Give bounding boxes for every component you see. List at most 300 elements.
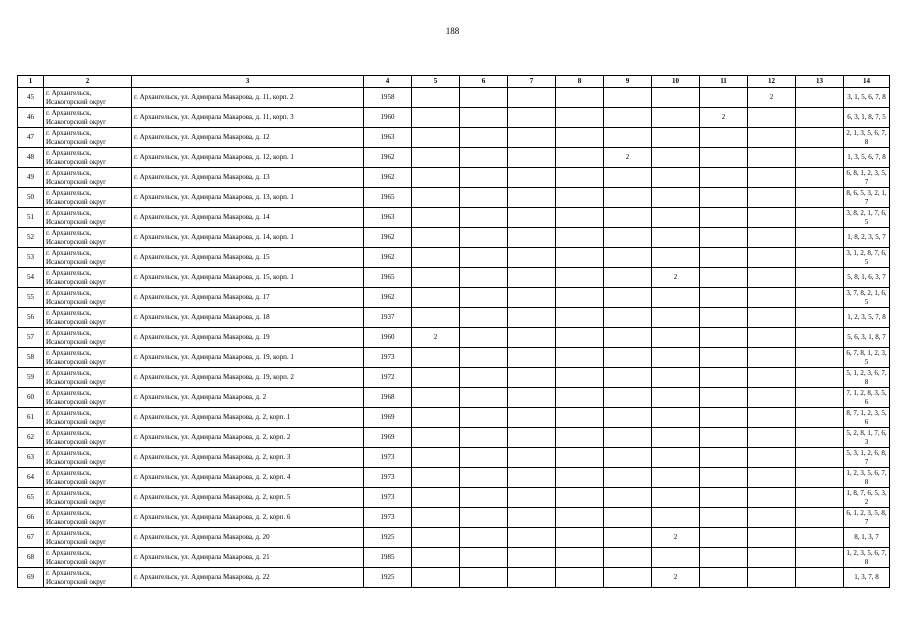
table-row bbox=[18, 348, 890, 368]
column-header-7: 7 bbox=[508, 76, 556, 88]
table-row bbox=[18, 268, 890, 288]
cell-c12 bbox=[748, 508, 796, 528]
cell-num: 55 bbox=[18, 288, 44, 308]
cell-c12 bbox=[748, 308, 796, 328]
cell-district: г. Архангельск, Исакогорский округ bbox=[44, 348, 132, 368]
table-row bbox=[18, 568, 890, 588]
cell-c11 bbox=[700, 128, 748, 148]
cell-c14: 3, 7, 8, 2, 1, 6, 5 bbox=[844, 288, 890, 308]
cell-c5 bbox=[412, 488, 460, 508]
cell-c14: 1, 3, 5, 6, 7, 8 bbox=[844, 148, 890, 168]
cell-c7 bbox=[508, 128, 556, 148]
cell-c7 bbox=[508, 288, 556, 308]
cell-num: 58 bbox=[18, 348, 44, 368]
cell-num: 61 bbox=[18, 408, 44, 428]
column-header-3: 3 bbox=[132, 76, 364, 88]
cell-c6 bbox=[460, 88, 508, 108]
cell-num: 67 bbox=[18, 528, 44, 548]
cell-c13 bbox=[796, 268, 844, 288]
cell-c5 bbox=[412, 108, 460, 128]
cell-address: г. Архангельск, ул. Адмирала Макарова, д. 2, корп. 2 bbox=[132, 428, 364, 448]
cell-c11 bbox=[700, 488, 748, 508]
cell-c6 bbox=[460, 108, 508, 128]
cell-year: 1965 bbox=[364, 268, 412, 288]
cell-c13 bbox=[796, 548, 844, 568]
cell-district: г. Архангельск, Исакогорский округ bbox=[44, 228, 132, 248]
cell-c10 bbox=[652, 508, 700, 528]
cell-c12 bbox=[748, 348, 796, 368]
cell-address: г. Архангельск, ул. Адмирала Макарова, д. 2 bbox=[132, 388, 364, 408]
cell-address: г. Архангельск, ул. Адмирала Макарова, д. 20 bbox=[132, 528, 364, 548]
cell-c9 bbox=[604, 248, 652, 268]
cell-c6 bbox=[460, 208, 508, 228]
cell-c12 bbox=[748, 148, 796, 168]
cell-c5 bbox=[412, 368, 460, 388]
cell-year: 1963 bbox=[364, 128, 412, 148]
cell-c6 bbox=[460, 128, 508, 148]
cell-c6 bbox=[460, 408, 508, 428]
cell-c7 bbox=[508, 368, 556, 388]
cell-num: 66 bbox=[18, 508, 44, 528]
cell-c12 bbox=[748, 408, 796, 428]
table-row bbox=[18, 508, 890, 528]
cell-c12 bbox=[748, 388, 796, 408]
cell-c14: 7, 1, 2, 8, 3, 5, 6 bbox=[844, 388, 890, 408]
table-row bbox=[18, 188, 890, 208]
cell-c8 bbox=[556, 468, 604, 488]
cell-district: г. Архангельск, Исакогорский округ bbox=[44, 108, 132, 128]
cell-c7 bbox=[508, 328, 556, 348]
cell-district: г. Архангельск, Исакогорский округ bbox=[44, 188, 132, 208]
cell-c5 bbox=[412, 228, 460, 248]
cell-c10 bbox=[652, 168, 700, 188]
cell-c8 bbox=[556, 148, 604, 168]
cell-year: 1969 bbox=[364, 408, 412, 428]
cell-c11 bbox=[700, 388, 748, 408]
cell-district: г. Архангельск, Исакогорский округ bbox=[44, 148, 132, 168]
table-row bbox=[18, 228, 890, 248]
cell-num: 50 bbox=[18, 188, 44, 208]
cell-num: 47 bbox=[18, 128, 44, 148]
cell-num: 53 bbox=[18, 248, 44, 268]
cell-c8 bbox=[556, 388, 604, 408]
cell-c6 bbox=[460, 308, 508, 328]
cell-c11 bbox=[700, 528, 748, 548]
cell-c9 bbox=[604, 428, 652, 448]
cell-c14: 8, 7, 1, 2, 3, 5, 6 bbox=[844, 408, 890, 428]
cell-district: г. Архангельск, Исакогорский округ bbox=[44, 308, 132, 328]
cell-c13 bbox=[796, 208, 844, 228]
cell-year: 1958 bbox=[364, 88, 412, 108]
cell-c7 bbox=[508, 168, 556, 188]
cell-c11 bbox=[700, 568, 748, 588]
cell-c13 bbox=[796, 128, 844, 148]
cell-c8 bbox=[556, 568, 604, 588]
cell-c14: 1, 3, 7, 8 bbox=[844, 568, 890, 588]
cell-c6 bbox=[460, 188, 508, 208]
cell-address: г. Архангельск, ул. Адмирала Макарова, д. 14, корп. 1 bbox=[132, 228, 364, 248]
table-row bbox=[18, 428, 890, 448]
cell-c5 bbox=[412, 548, 460, 568]
cell-year: 1973 bbox=[364, 348, 412, 368]
cell-district: г. Архангельск, Исакогорский округ bbox=[44, 548, 132, 568]
cell-c5 bbox=[412, 268, 460, 288]
cell-c13 bbox=[796, 348, 844, 368]
table-row bbox=[18, 328, 890, 348]
cell-c10 bbox=[652, 368, 700, 388]
cell-c13 bbox=[796, 428, 844, 448]
cell-year: 1960 bbox=[364, 108, 412, 128]
cell-c9 bbox=[604, 288, 652, 308]
cell-address: г. Архангельск, ул. Адмирала Макарова, д. 2, корп. 1 bbox=[132, 408, 364, 428]
cell-c6 bbox=[460, 428, 508, 448]
table-body bbox=[18, 88, 890, 588]
cell-c9 bbox=[604, 268, 652, 288]
cell-c13 bbox=[796, 308, 844, 328]
cell-c14: 6, 7, 8, 1, 2, 3, 5 bbox=[844, 348, 890, 368]
cell-c13 bbox=[796, 168, 844, 188]
cell-c14: 3, 8, 2, 1, 7, 6, 5 bbox=[844, 208, 890, 228]
cell-num: 65 bbox=[18, 488, 44, 508]
cell-c10 bbox=[652, 328, 700, 348]
cell-year: 1962 bbox=[364, 168, 412, 188]
cell-c8 bbox=[556, 408, 604, 428]
cell-district: г. Архангельск, Исакогорский округ bbox=[44, 468, 132, 488]
cell-c14: 5, 1, 2, 3, 6, 7, 8 bbox=[844, 368, 890, 388]
cell-year: 1962 bbox=[364, 228, 412, 248]
cell-c13 bbox=[796, 368, 844, 388]
cell-c10 bbox=[652, 188, 700, 208]
cell-year: 1973 bbox=[364, 448, 412, 468]
cell-c11 bbox=[700, 248, 748, 268]
cell-c12 bbox=[748, 268, 796, 288]
cell-address: г. Архангельск, ул. Адмирала Макарова, д. 15 bbox=[132, 248, 364, 268]
cell-c14: 3, 1, 2, 8, 7, 6, 5 bbox=[844, 248, 890, 268]
cell-c7 bbox=[508, 228, 556, 248]
cell-c14: 8, 1, 3, 7 bbox=[844, 528, 890, 548]
cell-c11 bbox=[700, 88, 748, 108]
cell-c9 bbox=[604, 208, 652, 228]
cell-c8 bbox=[556, 88, 604, 108]
cell-c8 bbox=[556, 108, 604, 128]
cell-c5 bbox=[412, 168, 460, 188]
cell-num: 68 bbox=[18, 548, 44, 568]
cell-c13 bbox=[796, 148, 844, 168]
cell-c7 bbox=[508, 348, 556, 368]
cell-c6 bbox=[460, 268, 508, 288]
cell-c5 bbox=[412, 508, 460, 528]
cell-address: г. Архангельск, ул. Адмирала Макарова, д. 19, корп. 1 bbox=[132, 348, 364, 368]
column-header-8: 8 bbox=[556, 76, 604, 88]
table-row bbox=[18, 488, 890, 508]
cell-c13 bbox=[796, 108, 844, 128]
cell-district: г. Архангельск, Исакогорский округ bbox=[44, 168, 132, 188]
column-header-2: 2 bbox=[44, 76, 132, 88]
cell-num: 63 bbox=[18, 448, 44, 468]
cell-c8 bbox=[556, 288, 604, 308]
cell-address: г. Архангельск, ул. Адмирала Макарова, д. 2, корп. 3 bbox=[132, 448, 364, 468]
cell-c7 bbox=[508, 248, 556, 268]
cell-c9 bbox=[604, 408, 652, 428]
cell-c8 bbox=[556, 188, 604, 208]
cell-num: 49 bbox=[18, 168, 44, 188]
cell-c14: 3, 1, 5, 6, 7, 8 bbox=[844, 88, 890, 108]
column-header-1: 1 bbox=[18, 76, 44, 88]
cell-district: г. Архангельск, Исакогорский округ bbox=[44, 428, 132, 448]
cell-c9 bbox=[604, 348, 652, 368]
cell-c12 bbox=[748, 108, 796, 128]
column-header-10: 10 bbox=[652, 76, 700, 88]
cell-num: 60 bbox=[18, 388, 44, 408]
cell-c10 bbox=[652, 108, 700, 128]
cell-c8 bbox=[556, 128, 604, 148]
cell-c7 bbox=[508, 148, 556, 168]
cell-c14: 1, 2, 3, 5, 6, 7, 8 bbox=[844, 548, 890, 568]
cell-address: г. Архангельск, ул. Адмирала Макарова, д. 15, корп. 1 bbox=[132, 268, 364, 288]
cell-c7 bbox=[508, 268, 556, 288]
cell-c5 bbox=[412, 88, 460, 108]
cell-c12 bbox=[748, 288, 796, 308]
cell-c5 bbox=[412, 428, 460, 448]
cell-c5 bbox=[412, 528, 460, 548]
cell-year: 1973 bbox=[364, 488, 412, 508]
cell-c13 bbox=[796, 408, 844, 428]
cell-c12 bbox=[748, 328, 796, 348]
cell-c10 bbox=[652, 348, 700, 368]
cell-c9 bbox=[604, 128, 652, 148]
table-row bbox=[18, 108, 890, 128]
cell-district: г. Архангельск, Исакогорский округ bbox=[44, 408, 132, 428]
cell-c7 bbox=[508, 388, 556, 408]
cell-c8 bbox=[556, 308, 604, 328]
cell-c12 bbox=[748, 448, 796, 468]
cell-year: 1925 bbox=[364, 528, 412, 548]
cell-c11 bbox=[700, 308, 748, 328]
table-row bbox=[18, 148, 890, 168]
cell-c8 bbox=[556, 368, 604, 388]
cell-c8 bbox=[556, 508, 604, 528]
cell-address: г. Архангельск, ул. Адмирала Макарова, д. 12, корп. 1 bbox=[132, 148, 364, 168]
cell-c5 bbox=[412, 248, 460, 268]
cell-c9 bbox=[604, 468, 652, 488]
cell-address: г. Архангельск, ул. Адмирала Макарова, д. 2, корп. 4 bbox=[132, 468, 364, 488]
cell-c8 bbox=[556, 448, 604, 468]
column-header-12: 12 bbox=[748, 76, 796, 88]
cell-year: 1985 bbox=[364, 548, 412, 568]
cell-c10: 2 bbox=[652, 528, 700, 548]
cell-c8 bbox=[556, 488, 604, 508]
cell-c8 bbox=[556, 268, 604, 288]
cell-num: 45 bbox=[18, 88, 44, 108]
cell-address: г. Архангельск, ул. Адмирала Макарова, д. 17 bbox=[132, 288, 364, 308]
cell-c9 bbox=[604, 168, 652, 188]
cell-c9 bbox=[604, 528, 652, 548]
cell-c10 bbox=[652, 148, 700, 168]
cell-c9 bbox=[604, 568, 652, 588]
cell-c9 bbox=[604, 488, 652, 508]
cell-c11: 2 bbox=[700, 108, 748, 128]
cell-district: г. Архангельск, Исакогорский округ bbox=[44, 88, 132, 108]
table-row bbox=[18, 548, 890, 568]
table-row bbox=[18, 408, 890, 428]
table-row bbox=[18, 208, 890, 228]
cell-c6 bbox=[460, 548, 508, 568]
cell-c13 bbox=[796, 388, 844, 408]
cell-c9 bbox=[604, 328, 652, 348]
cell-c5 bbox=[412, 308, 460, 328]
cell-c10 bbox=[652, 228, 700, 248]
cell-c14: 2, 1, 3, 5, 6, 7, 8 bbox=[844, 128, 890, 148]
cell-c14: 5, 3, 1, 2, 6, 8, 7 bbox=[844, 448, 890, 468]
cell-c6 bbox=[460, 228, 508, 248]
cell-year: 1965 bbox=[364, 188, 412, 208]
cell-year: 1969 bbox=[364, 428, 412, 448]
cell-c14: 6, 8, 1, 2, 3, 5, 7 bbox=[844, 168, 890, 188]
cell-year: 1968 bbox=[364, 388, 412, 408]
cell-year: 1963 bbox=[364, 208, 412, 228]
cell-c13 bbox=[796, 188, 844, 208]
cell-c7 bbox=[508, 88, 556, 108]
column-header-11: 11 bbox=[700, 76, 748, 88]
cell-address: г. Архангельск, ул. Адмирала Макарова, д. 11, корп. 3 bbox=[132, 108, 364, 128]
cell-c8 bbox=[556, 528, 604, 548]
cell-c6 bbox=[460, 328, 508, 348]
cell-c12 bbox=[748, 548, 796, 568]
cell-c11 bbox=[700, 188, 748, 208]
cell-c6 bbox=[460, 368, 508, 388]
cell-c14: 8, 6, 5, 3, 2, 1, 7 bbox=[844, 188, 890, 208]
cell-c11 bbox=[700, 148, 748, 168]
table-row bbox=[18, 128, 890, 148]
cell-address: г. Архангельск, ул. Адмирала Макарова, д. 2, корп. 6 bbox=[132, 508, 364, 528]
cell-c10 bbox=[652, 308, 700, 328]
cell-address: г. Архангельск, ул. Адмирала Макарова, д. 18 bbox=[132, 308, 364, 328]
cell-year: 1962 bbox=[364, 148, 412, 168]
cell-year: 1973 bbox=[364, 468, 412, 488]
cell-c6 bbox=[460, 148, 508, 168]
cell-district: г. Архангельск, Исакогорский округ bbox=[44, 128, 132, 148]
cell-c12 bbox=[748, 188, 796, 208]
table-row bbox=[18, 168, 890, 188]
cell-c14: 5, 6, 3, 1, 8, 7 bbox=[844, 328, 890, 348]
cell-c7 bbox=[508, 488, 556, 508]
cell-c14: 1, 2, 3, 5, 6, 7, 8 bbox=[844, 468, 890, 488]
cell-c5 bbox=[412, 348, 460, 368]
cell-c10 bbox=[652, 408, 700, 428]
cell-district: г. Архангельск, Исакогорский округ bbox=[44, 528, 132, 548]
cell-address: г. Архангельск, ул. Адмирала Макарова, д. 22 bbox=[132, 568, 364, 588]
cell-address: г. Архангельск, ул. Адмирала Макарова, д. 13, корп. 1 bbox=[132, 188, 364, 208]
cell-c7 bbox=[508, 468, 556, 488]
cell-c10 bbox=[652, 488, 700, 508]
cell-c6 bbox=[460, 528, 508, 548]
cell-c13 bbox=[796, 328, 844, 348]
cell-c12 bbox=[748, 568, 796, 588]
cell-year: 1925 bbox=[364, 568, 412, 588]
cell-c9: 2 bbox=[604, 148, 652, 168]
cell-c5 bbox=[412, 188, 460, 208]
cell-c5 bbox=[412, 468, 460, 488]
cell-c11 bbox=[700, 168, 748, 188]
cell-year: 1972 bbox=[364, 368, 412, 388]
table-row bbox=[18, 468, 890, 488]
cell-c9 bbox=[604, 548, 652, 568]
cell-c6 bbox=[460, 168, 508, 188]
cell-c5 bbox=[412, 388, 460, 408]
cell-c9 bbox=[604, 448, 652, 468]
cell-num: 48 bbox=[18, 148, 44, 168]
column-header-5: 5 bbox=[412, 76, 460, 88]
cell-c6 bbox=[460, 248, 508, 268]
cell-c5 bbox=[412, 568, 460, 588]
cell-c13 bbox=[796, 448, 844, 468]
cell-c13 bbox=[796, 468, 844, 488]
cell-district: г. Архангельск, Исакогорский округ bbox=[44, 368, 132, 388]
cell-c14: 1, 8, 2, 3, 5, 7 bbox=[844, 228, 890, 248]
cell-c14: 6, 1, 2, 3, 5, 8, 7 bbox=[844, 508, 890, 528]
cell-c7 bbox=[508, 528, 556, 548]
cell-c9 bbox=[604, 508, 652, 528]
cell-num: 46 bbox=[18, 108, 44, 128]
cell-num: 56 bbox=[18, 308, 44, 328]
cell-address: г. Архангельск, ул. Адмирала Макарова, д. 12 bbox=[132, 128, 364, 148]
cell-district: г. Архангельск, Исакогорский округ bbox=[44, 288, 132, 308]
cell-c5 bbox=[412, 148, 460, 168]
cell-address: г. Архангельск, ул. Адмирала Макарова, д. 19 bbox=[132, 328, 364, 348]
cell-c12 bbox=[748, 528, 796, 548]
cell-c12 bbox=[748, 488, 796, 508]
cell-c13 bbox=[796, 288, 844, 308]
cell-c6 bbox=[460, 568, 508, 588]
cell-district: г. Архангельск, Исакогорский округ bbox=[44, 488, 132, 508]
cell-address: г. Архангельск, ул. Адмирала Макарова, д. 14 bbox=[132, 208, 364, 228]
table-row bbox=[18, 368, 890, 388]
table-row bbox=[18, 248, 890, 268]
cell-num: 62 bbox=[18, 428, 44, 448]
cell-c8 bbox=[556, 548, 604, 568]
cell-c10 bbox=[652, 428, 700, 448]
cell-c12 bbox=[748, 368, 796, 388]
cell-c6 bbox=[460, 288, 508, 308]
cell-num: 52 bbox=[18, 228, 44, 248]
cell-c10 bbox=[652, 88, 700, 108]
cell-c7 bbox=[508, 108, 556, 128]
cell-c7 bbox=[508, 448, 556, 468]
cell-year: 1973 bbox=[364, 508, 412, 528]
cell-c6 bbox=[460, 508, 508, 528]
cell-c5 bbox=[412, 448, 460, 468]
cell-c6 bbox=[460, 448, 508, 468]
column-header-4: 4 bbox=[364, 76, 412, 88]
cell-c10: 2 bbox=[652, 568, 700, 588]
column-header-9: 9 bbox=[604, 76, 652, 88]
cell-c11 bbox=[700, 228, 748, 248]
cell-c7 bbox=[508, 208, 556, 228]
cell-c7 bbox=[508, 428, 556, 448]
cell-c10 bbox=[652, 128, 700, 148]
cell-address: г. Архангельск, ул. Адмирала Макарова, д. 2, корп. 5 bbox=[132, 488, 364, 508]
cell-c11 bbox=[700, 408, 748, 428]
cell-district: г. Архангельск, Исакогорский округ bbox=[44, 508, 132, 528]
cell-address: г. Архангельск, ул. Адмирала Макарова, д. 11, корп. 2 bbox=[132, 88, 364, 108]
cell-year: 1960 bbox=[364, 328, 412, 348]
cell-c10 bbox=[652, 448, 700, 468]
cell-c12 bbox=[748, 248, 796, 268]
cell-c8 bbox=[556, 428, 604, 448]
cell-c5: 2 bbox=[412, 328, 460, 348]
cell-c11 bbox=[700, 368, 748, 388]
cell-num: 57 bbox=[18, 328, 44, 348]
